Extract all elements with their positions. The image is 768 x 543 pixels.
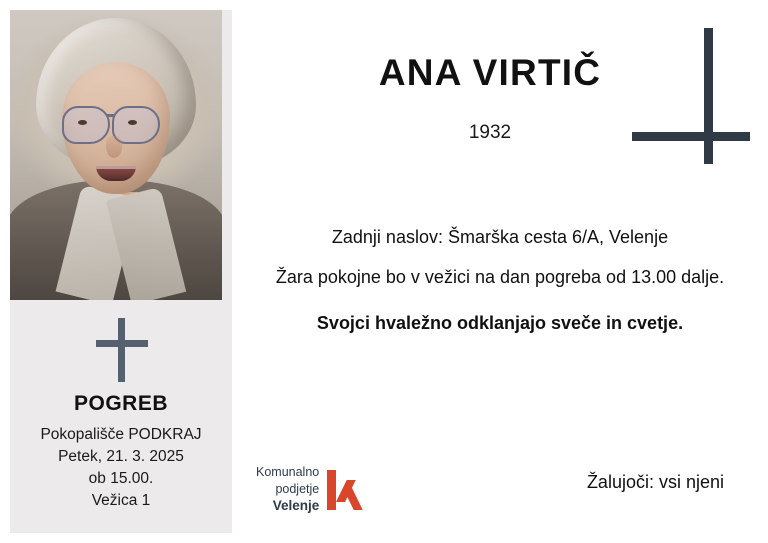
frame-right [758,0,768,543]
mourners-text: Žalujoči: vsi njeni [586,472,724,492]
portrait-eye-left [78,120,87,125]
deceased-year: 1932 [468,122,512,143]
funeral-details-block [10,300,232,533]
right-panel [232,0,768,543]
urn-notice: Žara pokojne bo v vežici na dan pogreba od 13.00 dalje. [275,266,725,287]
logo-line-3: Velenje [272,498,320,514]
logo-text [256,464,319,515]
frame-top [0,0,768,10]
k-logo-icon [327,470,361,510]
portrait-glasses-bridge [106,114,114,117]
portrait-image [10,10,222,300]
portrait-eye-right [128,120,137,125]
company-logo [256,464,361,515]
funeral-place: Pokopališče PODKRAJ [40,426,202,443]
portrait-glasses-left [62,106,110,144]
funeral-time: ob 15.00. [88,470,154,487]
last-address: Zadnji naslov: Šmarška cesta 6/A, Velenje [331,227,669,247]
left-panel [0,0,232,543]
deceased-name: ANA VIRTIČ [378,52,602,93]
details-block [258,224,742,350]
frame-left [0,0,10,543]
frame-bottom [0,533,768,543]
funeral-heading: POGREB [73,392,168,415]
logo-line-1: Komunalno [256,465,320,480]
portrait-nose [106,136,122,158]
cross-icon [88,318,154,382]
funeral-chapel: Vežica 1 [91,492,151,509]
logo-line-2: podjetje [275,481,320,496]
funeral-date: Petek, 21. 3. 2025 [58,448,184,465]
flowers-notice: Svojci hvaležno odklanjajo sveče in cvetje. [316,312,684,333]
portrait-photo [10,10,222,300]
